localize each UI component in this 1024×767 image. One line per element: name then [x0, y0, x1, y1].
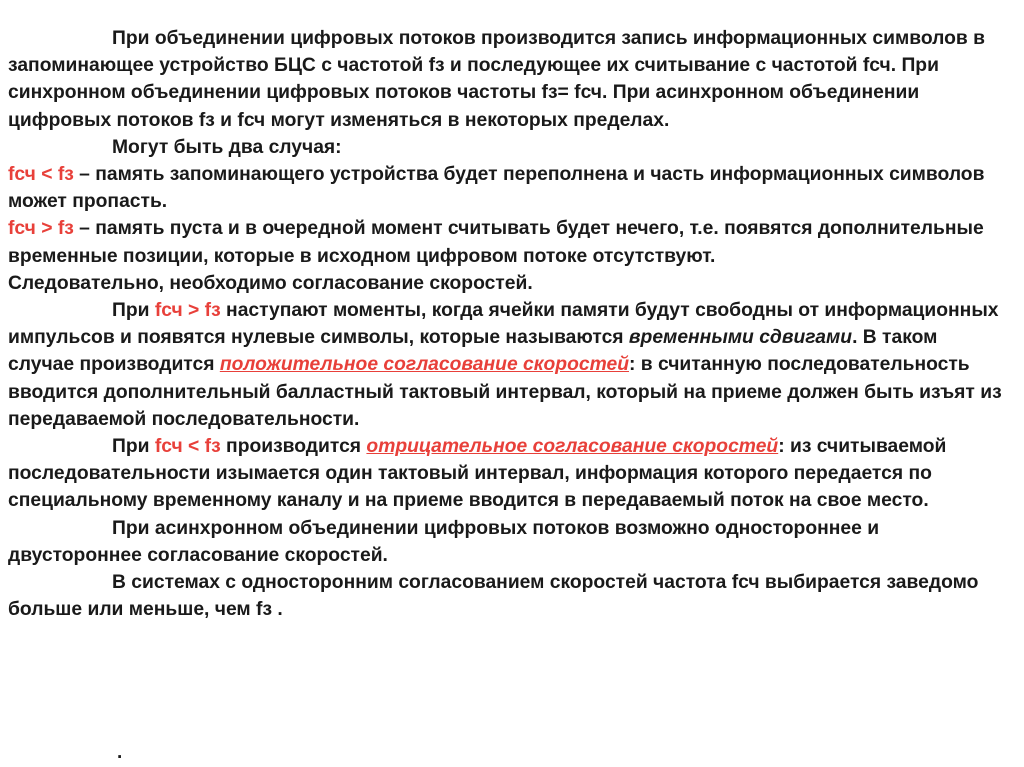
negative-text-2: : из считываемой последовательности изымается один тактовый интервал, информация которого передается по специальному временному каналу и на приеме вводится в передаваемый поток на свое место.: [8, 436, 947, 512]
case-2-condition: fсч > fз: [8, 218, 74, 240]
negative-condition: fсч < fз: [154, 436, 221, 458]
two-cases-text: Могут быть два случая:: [112, 136, 342, 158]
paragraph-intro: [8, 25, 1004, 134]
intro-text: При объединении цифровых потоков производится запись информационных символов в запоминающее устройство БЦС с частотой fз и последующее их считывание с частотой fсч. При синхронном объединении цифровых потоков частоты fз= fсч. При асинхронном объединении цифровых потоков fз и fсч могут изменяться в некоторых пределах.: [8, 28, 985, 131]
positive-condition: fсч > fз: [154, 300, 221, 322]
positive-text-1: наступают моменты, когда ячейки памяти будут свободны от информационных импульсов и появятся нулевые символы, которые называются: [8, 300, 999, 349]
paragraph-two-cases: [8, 134, 1004, 161]
case-2-text: – память пуста и в очередной момент считывать будет нечего, т.е. появятся дополнительные временные позиции, которые в исходном цифровом потоке отсутствуют.: [8, 218, 984, 267]
paragraph-case-2: [8, 215, 1004, 269]
negative-justification-term: отрицательное согласование скоростей: [366, 436, 779, 458]
positive-text-2: . В таком случае производится: [8, 327, 938, 376]
negative-prefix: При: [112, 436, 155, 458]
paragraph-one-sided: [8, 569, 1004, 623]
positive-text-3: : в считанную последовательность вводится дополнительный балластный тактовый интервал, который на приеме должен быть изъят из передаваемой последовательности.: [8, 354, 1002, 430]
case-1-text: – память запоминающего устройства будет переполнена и часть информационных символов может пропасть.: [8, 164, 985, 213]
paragraph-case-1: [8, 161, 1004, 215]
case-1-condition: fсч < fз: [8, 164, 74, 186]
time-shifts-term: временными сдвигами: [628, 327, 853, 349]
negative-text-1: производится: [220, 436, 367, 458]
paragraph-negative-justification: [8, 433, 1004, 515]
positive-justification-term: положительное согласование скоростей: [219, 354, 629, 376]
async-text: При асинхронном объединении цифровых потоков возможно одностороннее и двустороннее согласование скоростей.: [8, 517, 880, 566]
paragraph-positive-justification: [8, 297, 1004, 433]
trailing-dot: .: [117, 742, 123, 763]
slide-body-text: [8, 25, 1004, 623]
one-sided-text: В системах с односторонним согласованием скоростей частота fсч выбирается заведомо больше или меньше, чем fз .: [8, 572, 979, 621]
conclusion-text: Следовательно, необходимо согласование скоростей.: [8, 272, 533, 294]
positive-prefix: При: [112, 300, 155, 322]
paragraph-conclusion: [8, 270, 1004, 297]
paragraph-async: [8, 515, 1004, 569]
